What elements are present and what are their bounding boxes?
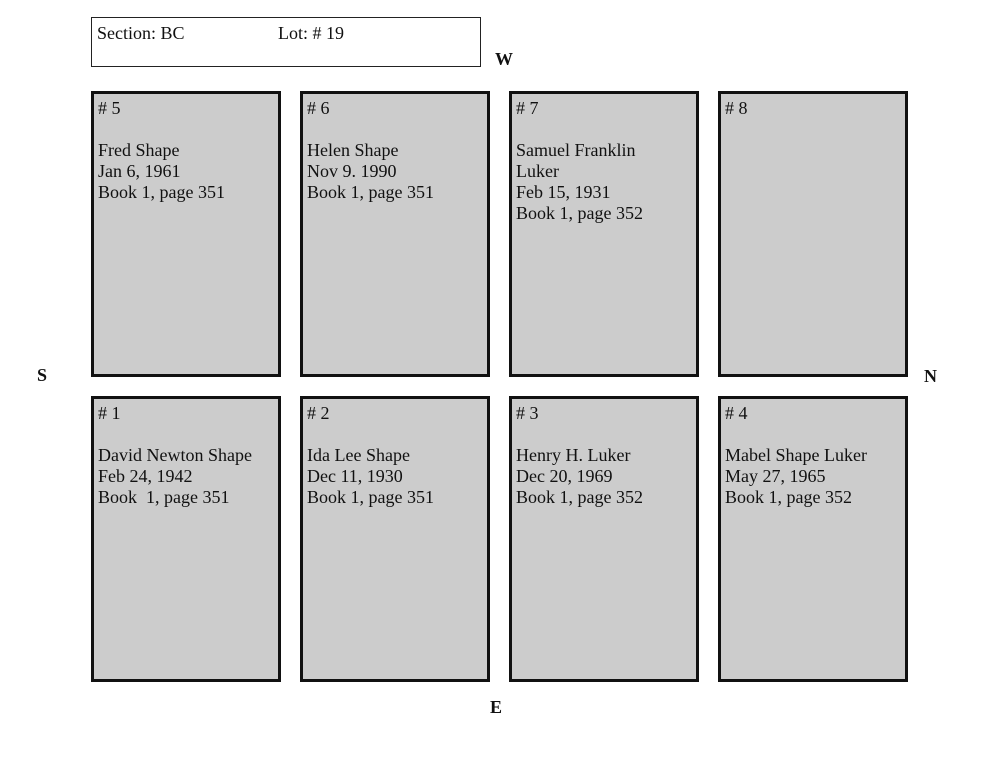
plot-number: # 8 (725, 98, 748, 118)
plot-record: Book 1, page 351 (307, 182, 434, 202)
plot-8 (718, 91, 908, 377)
plot-date: Dec 20, 1969 (516, 466, 613, 486)
plot-record: Book 1, page 351 (98, 487, 230, 507)
compass-north: N (924, 366, 937, 386)
plot-name: David Newton Shape (98, 445, 252, 465)
plot-name: Henry H. Luker (516, 445, 631, 465)
plot-record: Book 1, page 351 (98, 182, 225, 202)
plot-date: Jan 6, 1961 (98, 161, 181, 181)
plot-record: Book 1, page 352 (516, 487, 643, 507)
lot-label: Lot: # 19 (278, 23, 344, 43)
plot-number: # 5 (98, 98, 121, 118)
plot-2 (300, 396, 490, 682)
plot-date: Nov 9. 1990 (307, 161, 397, 181)
plot-date: Feb 15, 1931 (516, 182, 611, 202)
plot-date: Dec 11, 1930 (307, 466, 403, 486)
plot-date: Feb 24, 1942 (98, 466, 193, 486)
plot-number: # 4 (725, 403, 748, 423)
plot-name: Ida Lee Shape (307, 445, 410, 465)
plot-name: Mabel Shape Luker (725, 445, 867, 465)
plot-number: # 7 (516, 98, 539, 118)
plot-name: Fred Shape (98, 140, 180, 160)
plot-number: # 1 (98, 403, 121, 423)
plot-name: Samuel Franklin (516, 140, 636, 160)
compass-south: S (37, 365, 48, 385)
plot-number: # 3 (516, 403, 539, 423)
compass-east: E (490, 697, 503, 717)
plot-record: Book 1, page 352 (516, 203, 643, 223)
plot-5 (91, 91, 281, 377)
plot-date: May 27, 1965 (725, 466, 826, 486)
plot-name-cont: Luker (516, 161, 559, 181)
plot-3 (509, 396, 699, 682)
plot-6 (300, 91, 490, 377)
section-label: Section: BC (97, 23, 185, 43)
plot-record: Book 1, page 351 (307, 487, 434, 507)
section-lot-header (91, 17, 481, 67)
plot-number: # 6 (307, 98, 330, 118)
plot-7 (509, 91, 699, 377)
plot-4 (718, 396, 908, 682)
plot-record: Book 1, page 352 (725, 487, 852, 507)
plot-1 (91, 396, 281, 682)
plot-number: # 2 (307, 403, 330, 423)
plot-name: Helen Shape (307, 140, 399, 160)
compass-west: W (495, 49, 513, 69)
